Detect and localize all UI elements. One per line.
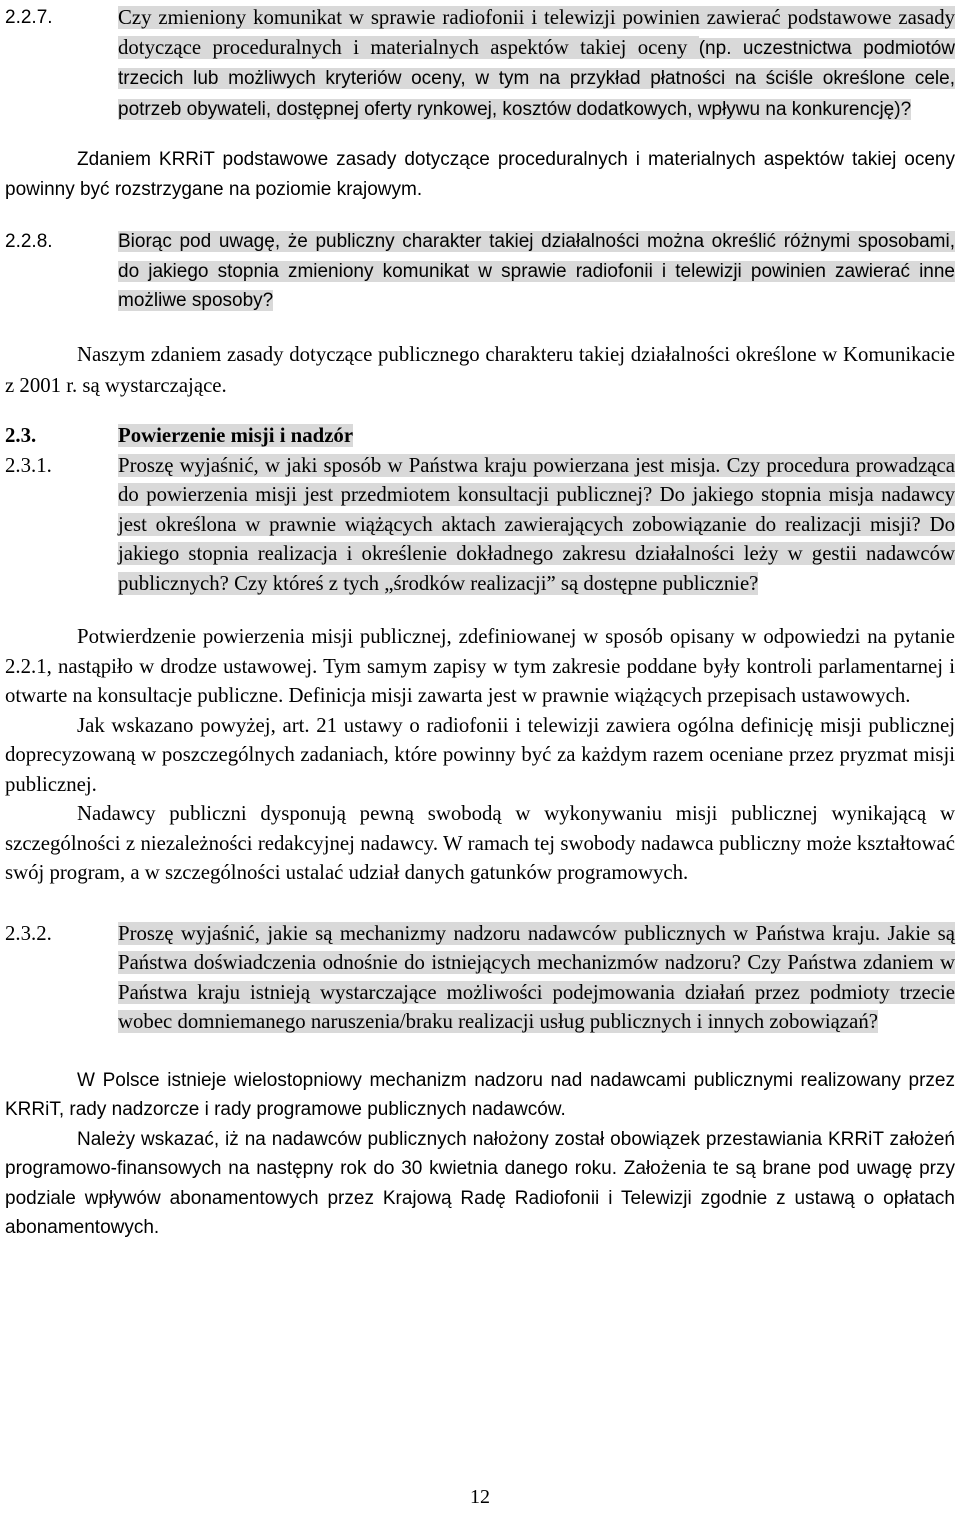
page-number: 12: [470, 1486, 490, 1508]
document-page: [5, 0, 955, 1243]
answer-paragraph: W Polsce istnieje wielostopniowy mechanizm nadzoru nad nadawcami publicznymi realizowany przez KRRiT, rady nadzorcze i rady programowe publicznych nadawców.: [5, 1069, 955, 1120]
answer-2-2-7: Zdaniem KRRiT podstawowe zasady dotyczące proceduralnych i materialnych aspektów takiej oceny powinny być rozstrzygane na poziomie krajowym.: [5, 149, 955, 200]
answer-2-3-2: [5, 1066, 955, 1243]
question-text: Czy zmieniony komunikat w sprawie radiofonii i telewizji powinien zawierać podstawowe zasady dotyczące proceduralnych i materialnych aspektów takiej oceny (np. uczestnictwa podmiotów trzecich lub możliwych kryteriów oceny, w tym na przykład płatności na ściśle określone cele, potrzeb obywateli, dostępnej oferty rynkowej, kosztów dodatkowych, wpływu na konkurencję)?: [118, 6, 956, 120]
question-text: Proszę wyjaśnić, w jaki sposób w Państwa kraju powierzana jest misja. Czy procedura prowadząca do powierzenia misji jest przedmiotem konsultacji publicznej? Do jakiego stopnia misja nadawcy jest określona w prawnie wiążących aktach zawierających zobowiązanie do realizacji misji? Do jakiego stopnia realizacja i określenie dokładnego zakresu działalności leży w gestii nadawców publicznych? Czy któreś z tych „środków realizacji” są dostępne publicznie?: [118, 453, 955, 595]
question-2-2-7: [5, 3, 955, 124]
answer-2-2-8: Naszym zdaniem zasady dotyczące publicznego charakteru takiej działalności określone w Komunikacie z 2001 r. są wystarczające.: [5, 342, 955, 397]
question-text: Proszę wyjaśnić, jakie są mechanizmy nadzoru nadawców publicznych w Państwa kraju. Jakie są Państwa doświadczenia odnośnie do istniejących mechanizmów nadzoru? Czy Państwa zdaniem w Państwa kraju istnieją wystarczające możliwości podejmowania działań przez podmioty trzecie wobec domniemanego naruszenia/braku realizacji usług publicznych i innych zobowiązań?: [118, 921, 955, 1033]
question-2-2-8: [5, 227, 955, 316]
question-2-3-2: [5, 919, 955, 1037]
section-2-3-heading: [5, 421, 955, 451]
question-number: 2.2.8.: [5, 231, 53, 252]
answer-paragraph: Należy wskazać, iż na nadawców publicznych nałożony został obowiązek przestawiania KRRiT założeń programowo-finansowych na następny rok do 30 kwietnia danego roku. Założenia te są brane pod uwagę przy podziale wpływów abonamentowych przez Krajową Radę Radiofonii i Telewizji zgodnie z ustawą o opłatach abonamentowych.: [5, 1128, 955, 1238]
answer-paragraph: Jak wskazano powyżej, art. 21 ustawy o radiofonii i telewizji zawiera ogólna definicję misji publicznej doprecyzowaną w poszczególnych zadaniach, które powinny być za każdym razem oceniane przez pryzmat misji publicznej.: [5, 713, 955, 796]
question-2-3-1: [5, 451, 955, 599]
question-number: 2.3.2.: [5, 921, 52, 945]
section-number: 2.3.: [5, 423, 37, 447]
question-number: 2.3.1.: [5, 453, 52, 477]
answer-paragraph: Potwierdzenie powierzenia misji publicznej, zdefiniowanej w sposób opisany w odpowiedzi na pytanie 2.2.1, nastąpiło w drodze ustawowej. Tym samym zapisy w tym zakresie poddane były kontroli parlamentarnej i otwarte na konsultacje publiczne. Definicja misji zawarta jest w prawnie wiążących przepisach ustawowych.: [5, 625, 955, 707]
question-text: Biorąc pod uwagę, że publiczny charakter takiej działalności można określić różnymi sposobami, do jakiego stopnia zmieniony komunikat w sprawie radiofonii i telewizji powinien zawierać inne możliwe sposoby?: [118, 231, 955, 311]
question-number: 2.2.7.: [5, 7, 53, 28]
answer-paragraph: Nadawcy publiczni dysponują pewną swobodą w wykonywaniu misji publicznej wynikającą w szczególności z niezależności redakcyjnej nadawcy. W ramach tej swobody nadawca publiczny może kształtować swój program, a w szczególności ustalać udział danych gatunków programowych.: [5, 802, 955, 884]
answer-2-3-1: [5, 622, 955, 888]
section-title: Powierzenie misji i nadzór: [118, 423, 354, 447]
